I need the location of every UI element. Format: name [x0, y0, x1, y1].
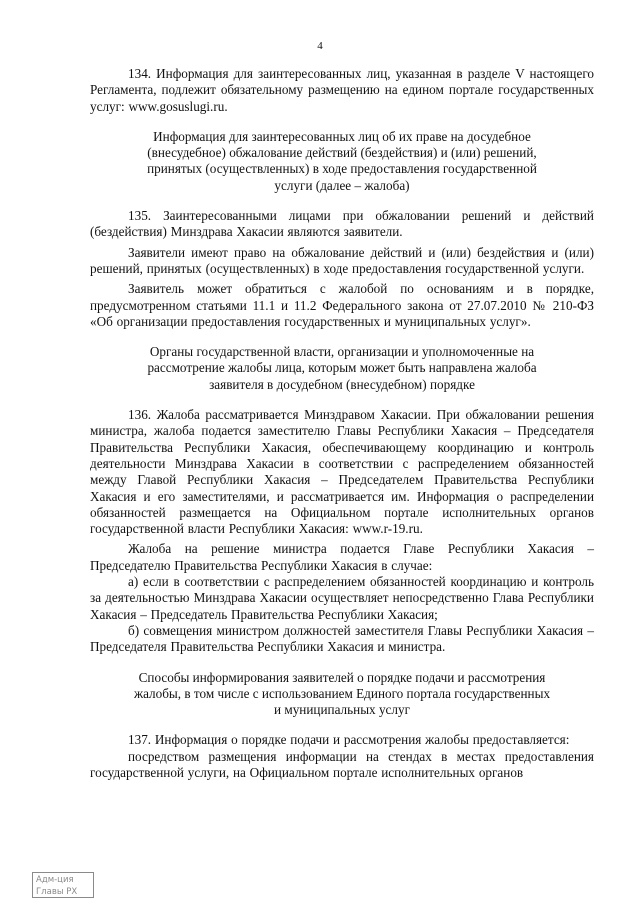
- section-heading-authorities: Органы государственной власти, организации и уполномоченные на рассмотрение жалобы лица, которым может быть направлена жалоба заявителя в досудебном (внесудебном) порядке: [147, 344, 537, 392]
- section-heading-information-methods: Способы информирования заявителей о порядке подачи и рассмотрения жалобы, в том числе с использованием Единого портала государственных и муниципальных услуг: [133, 669, 551, 718]
- paragraph-135-grounds: Заявитель может обратиться с жалобой по основаниям и в порядке, предусмотренном статьями 11.1 и 11.2 Федерального закона от 27.07.2010 № 210-ФЗ «Об организации предоставления государственных и муниципальных услуг».: [90, 281, 594, 329]
- paragraph-137-stands: посредством размещения информации на стендах в местах предоставления государственной услуги, на Официальном портале исполнительных органов: [90, 748, 594, 780]
- paragraph-136-item-a: а) если в соответствии с распределением обязанностей координацию и контроль за деятельностью Минздрава Хакасии осуществляет непосредственно Глава Республики Хакасия – Председатель Правительства Республики Хакасия;: [90, 574, 594, 622]
- paragraph-137: 137. Информация о порядке подачи и рассмотрения жалобы предоставляется:: [128, 732, 570, 748]
- paragraph-135: 135. Заинтересованными лицами при обжаловании решений и действий (бездействия) Минздрава Хакасии являются заявители.: [90, 208, 594, 240]
- page-number: 4: [317, 40, 323, 52]
- paragraph-136: 136. Жалоба рассматривается Минздравом Хакасии. При обжаловании решения министра, жалоба подается заместителю Главы Республики Хакасия – Председателя Правительства Республики Хакасия, обеспечивающему координацию и контроль деятельности Минздрава Хакасии в соответствии с распределением обязанностей между Главой Республики Хакасия – Председателем Правительства Республики Хакасия и его заместителями, и рассматривается им. Информация о распределении обязанностей размещается на Официальном портале исполнительных органов государственной власти Республики Хакасия: www.r-19.ru.: [90, 407, 594, 537]
- document-body: [90, 66, 594, 781]
- stamp-line-2: Главы РХ: [36, 887, 78, 897]
- paragraph-134: 134. Информация для заинтересованных лиц, указанная в разделе V настоящего Регламента, подлежит обязательному размещению на едином портале государственных услуг: www.gosuslugi.ru.: [90, 66, 594, 114]
- registration-stamp: [32, 872, 94, 898]
- paragraph-136-minister: Жалоба на решение министра подается Главе Республики Хакасия – Председателю Правительства Республики Хакасия в случае:: [90, 541, 594, 573]
- paragraph-135-rights: Заявители имеют право на обжалование действий и (или) бездействия и (или) решений, принятых (осуществленных) в ходе предоставления государственной услуги.: [90, 244, 594, 276]
- paragraph-136-item-b: б) совмещения министром должностей заместителя Главы Республики Хакасия – Председателя Правительства Республики Хакасия и министра.: [90, 622, 594, 655]
- stamp-line-1: Адм-ция: [36, 875, 74, 885]
- section-heading-appeal-rights: Информация для заинтересованных лиц об их праве на досудебное (внесудебное) обжалование действий (бездействия) и (или) решений, принятых (осуществленных) в ходе предоставления государственной услуги (далее – жалоба): [147, 128, 537, 193]
